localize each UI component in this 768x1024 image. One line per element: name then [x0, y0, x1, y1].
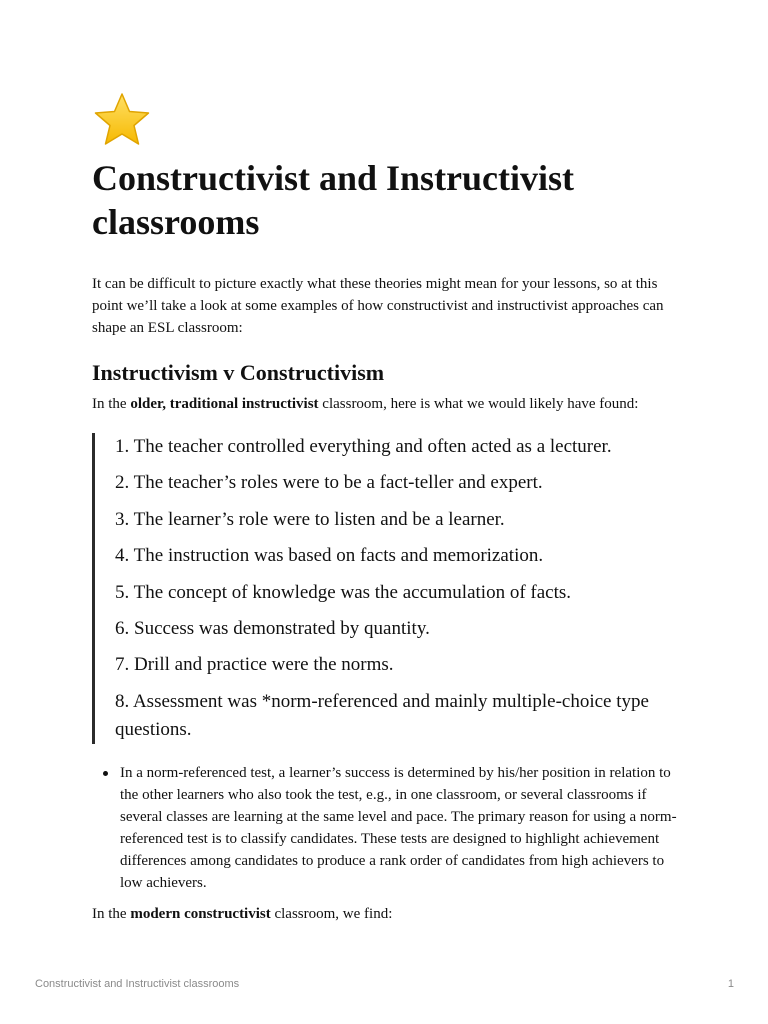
quote-item: 4. The instruction was based on facts and memorization.: [115, 545, 544, 567]
modern-text-after: classroom, we find:: [270, 905, 393, 922]
page-content: [92, 92, 682, 925]
quote-item: 5. The concept of knowledge was the accumulation of facts.: [115, 581, 572, 603]
quote-item: 1. The teacher controlled everything and often acted as a lecturer.: [115, 436, 612, 457]
lead-text-after: classroom, here is what we would likely have found:: [318, 396, 639, 412]
modern-text-before: In the: [92, 905, 131, 922]
section-heading: Instructivism v Constructivism: [92, 360, 385, 385]
modern-bold-text: modern constructivist: [130, 905, 271, 922]
list-item-text: In a norm-referenced test, a learner’s success is determined by his/her position in relation to the other learners who also took the test, e.g., in one classroom, or several classrooms if several classes are learning at the same level and pace. The primary reason for using a norm-referenced test is to classify candidates. These tests are designed to highlight achievement differences among candidates to produce a rank order of candidates from high achievers to low achievers.: [120, 764, 677, 891]
intro-paragraph: It can be difficult to picture exactly what these theories might mean for your lessons, so at this point we’ll take a look at some examples of how constructivist and instructivist approaches can shape an ESL classroom:: [92, 276, 664, 336]
bullet-list: [92, 762, 682, 894]
page-title: Constructivist and Instructivist classrooms: [92, 158, 575, 242]
star-icon: [92, 92, 152, 148]
footer-title: Constructivist and Instructivist classrooms: [35, 978, 240, 990]
bullet-dot-icon: [103, 771, 108, 776]
quote-item: 2. The teacher’s roles were to be a fact-teller and expert.: [115, 472, 543, 494]
modern-paragraph: [92, 903, 682, 925]
quote-item: 3. The learner’s role were to listen and be a learner.: [115, 508, 505, 530]
lead-bold-text: older, traditional instructivist: [130, 396, 319, 412]
quote-item: 8. Assessment was *norm-referenced and mainly multiple-choice type questions.: [115, 690, 649, 740]
quote-item: 6. Success was demonstrated by quantity.: [115, 617, 430, 639]
lead-text-before: In the: [92, 396, 131, 412]
quote-item: 7. Drill and practice were the norms.: [115, 654, 394, 676]
instructivist-quote-block: [92, 433, 682, 744]
list-item: [120, 762, 682, 894]
page-number: 1: [727, 978, 734, 990]
lead-paragraph: [92, 393, 682, 415]
